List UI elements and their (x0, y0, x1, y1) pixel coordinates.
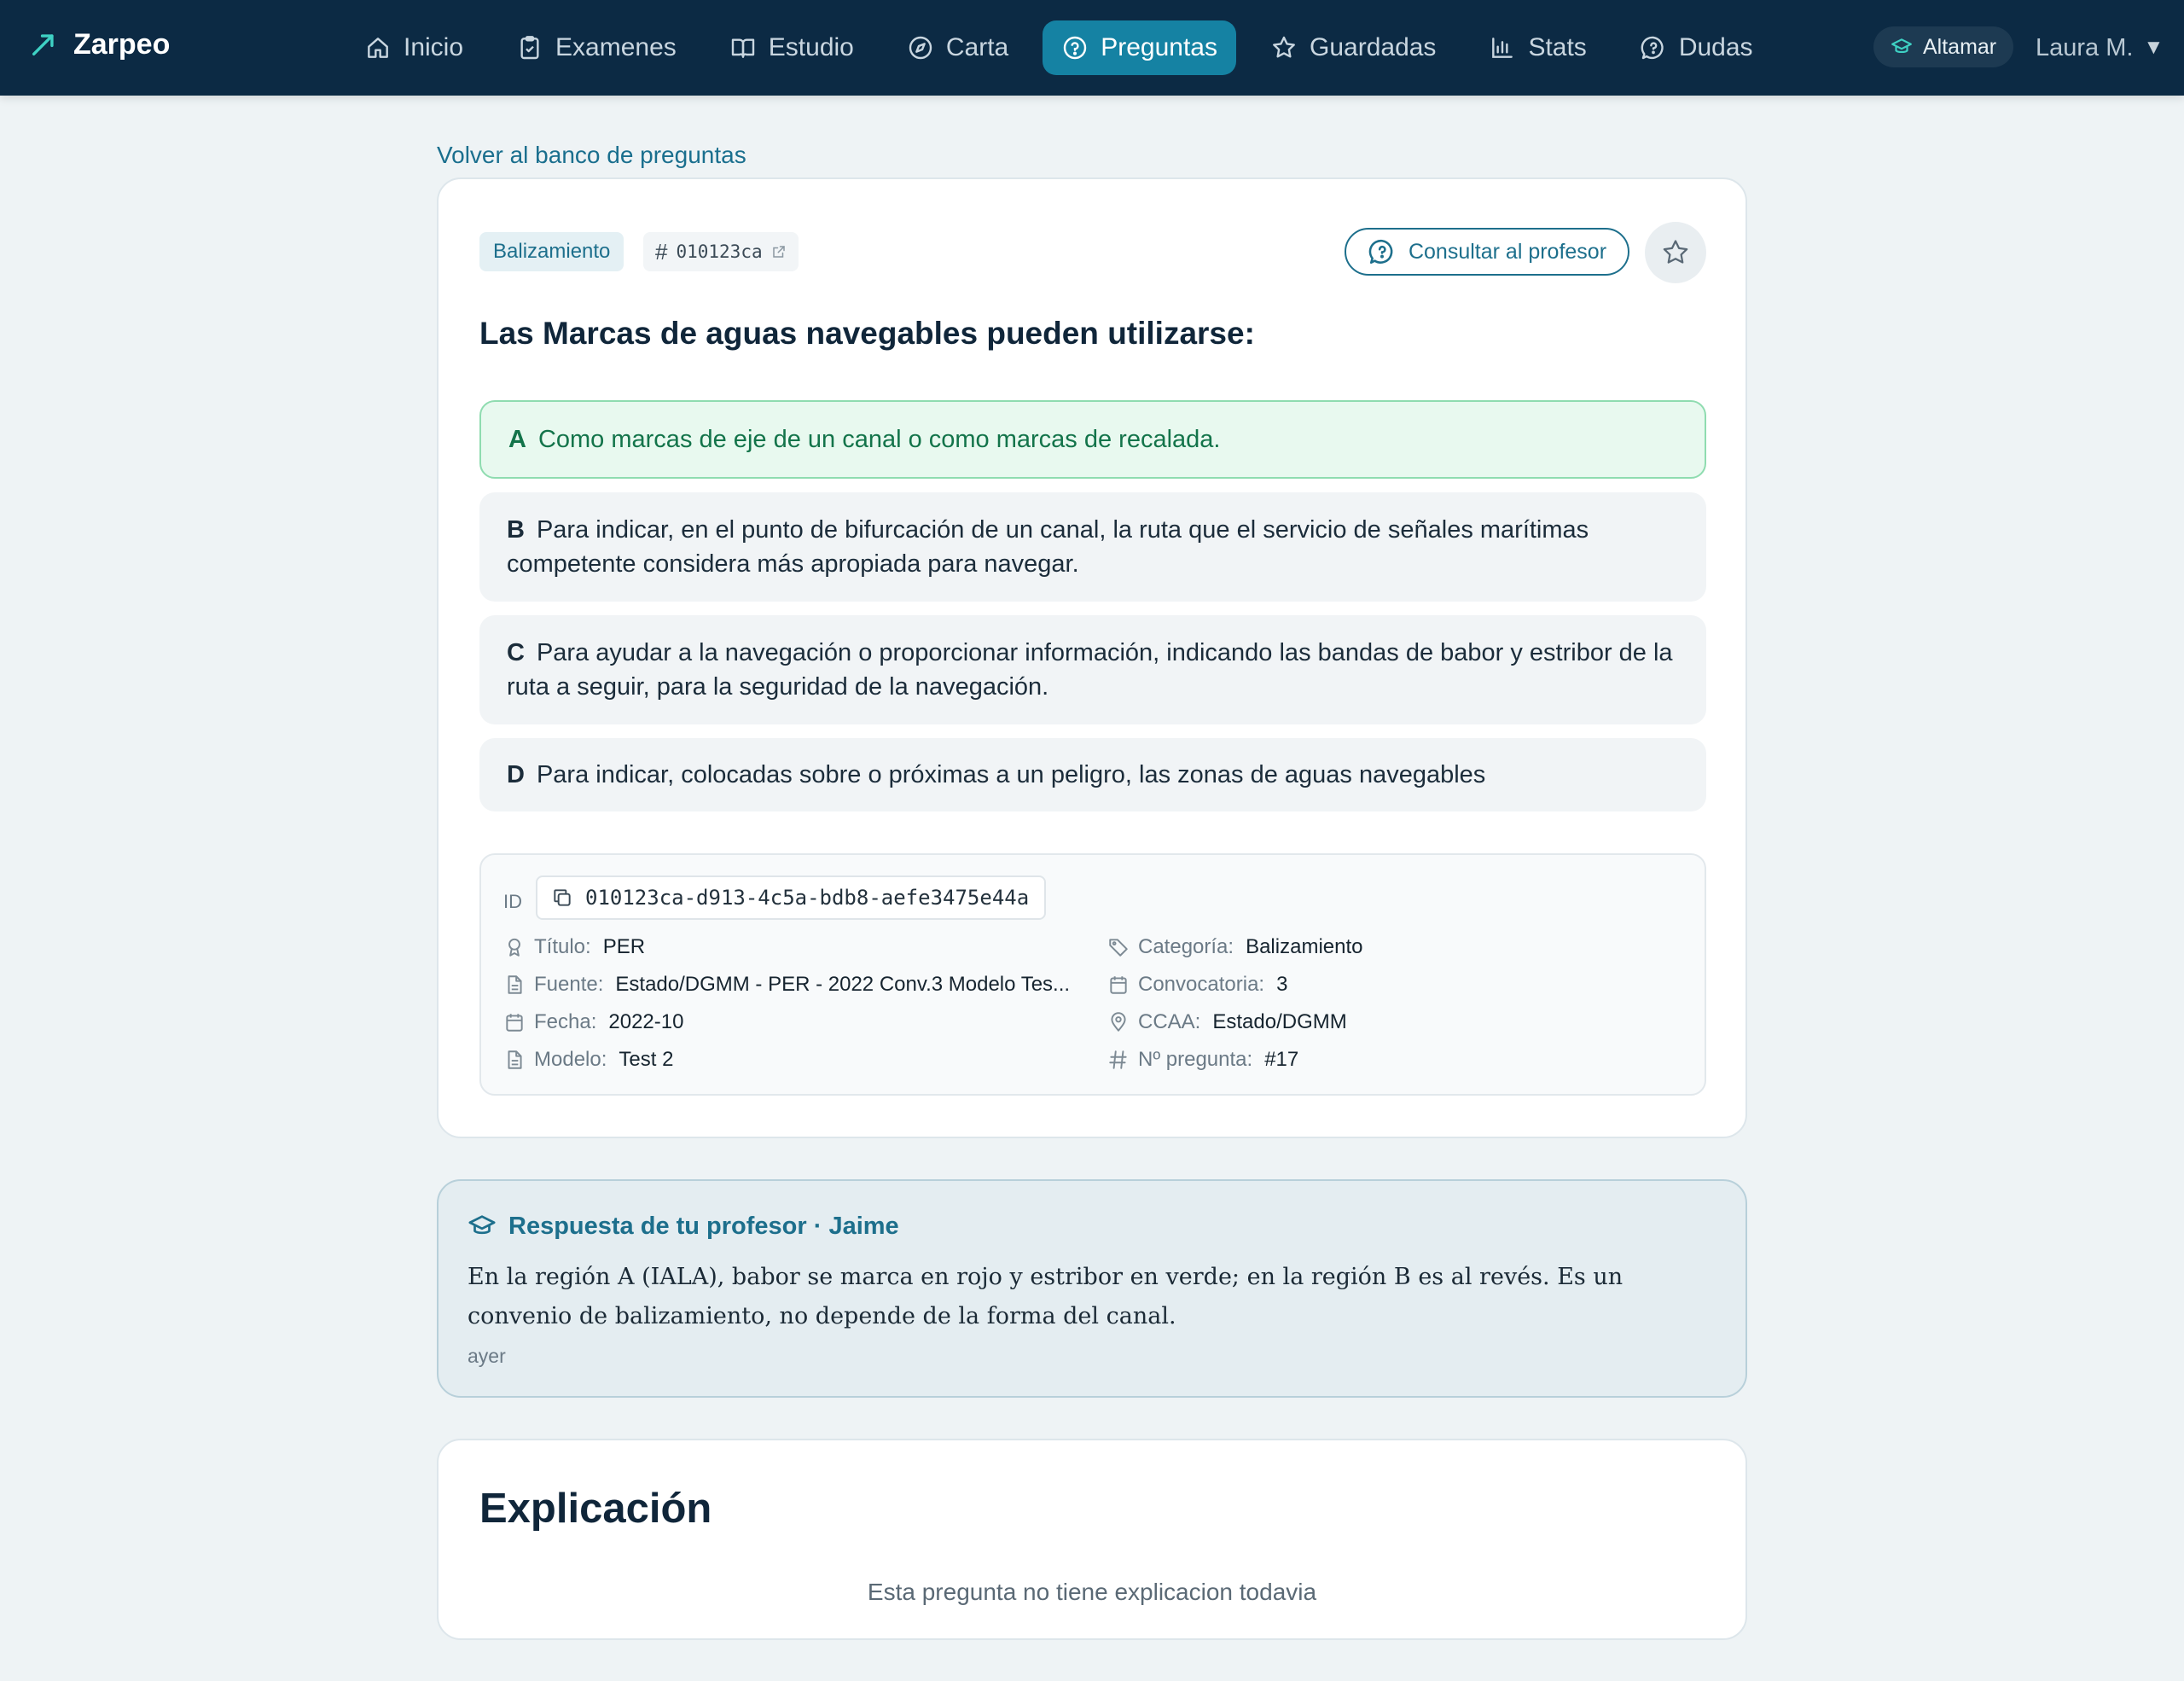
back-to-question-bank-link[interactable]: Volver al banco de preguntas (437, 142, 746, 168)
nav-item-estudio[interactable] (711, 20, 873, 75)
question-circle-icon (1061, 34, 1089, 61)
nav-item-label: Inicio (404, 33, 464, 61)
explanation-title: Explicación (479, 1486, 712, 1532)
caret-down-icon: ▼ (2143, 36, 2164, 59)
meta-value: 2022-10 (608, 1010, 684, 1033)
home-icon (364, 34, 392, 61)
top-navbar (0, 0, 2184, 96)
teacher-answer-text: En la región A (IALA), babor se marca en rojo y estribor en verde; en la región B es al revés. Es un convenio de balizamiento, no depende de la forma del canal. (468, 1264, 1623, 1329)
brand-arrow-icon (29, 30, 58, 59)
meta-key: Categoría: (1138, 935, 1234, 958)
option-content (507, 513, 1679, 581)
answer-option-b[interactable] (479, 492, 1706, 602)
answer-option-d[interactable] (479, 738, 1706, 811)
nav-item-label: Dudas (1678, 33, 1753, 61)
graduation-cap-icon (468, 1212, 497, 1241)
question-id-tag[interactable] (643, 232, 799, 271)
compass-icon (907, 34, 934, 61)
meta-key: Fecha: (534, 1010, 597, 1033)
option-letter: C (507, 639, 525, 666)
question-card (437, 177, 1747, 1138)
document-icon (503, 1049, 526, 1071)
nav-item-label: Estudio (768, 33, 854, 61)
meta-ccaa (1107, 1010, 1347, 1034)
teacher-answer-card (437, 1179, 1747, 1398)
user-menu[interactable] (2036, 20, 2164, 75)
ask-teacher-label: Consultar al profesor (1408, 239, 1607, 264)
bar-chart-icon (1489, 34, 1516, 61)
meta-convocatoria (1107, 973, 1287, 997)
answer-option-a[interactable] (479, 400, 1706, 479)
book-icon (729, 34, 757, 61)
meta-categoria (1107, 935, 1362, 959)
question-metadata (479, 853, 1706, 1096)
meta-key: Fuente: (534, 973, 604, 996)
meta-key: CCAA: (1138, 1010, 1201, 1033)
nav-item-inicio[interactable] (346, 20, 482, 75)
meta-value: #17 (1264, 1048, 1299, 1071)
explanation-empty-text: Esta pregunta no tiene explicacion todavia (867, 1579, 1317, 1605)
meta-numero-pregunta (1107, 1048, 1298, 1072)
meta-fuente (503, 973, 1070, 997)
meta-key: Título: (534, 935, 591, 958)
meta-value: PER (602, 935, 646, 958)
document-icon (503, 974, 526, 996)
option-text: Para indicar, colocadas sobre o próximas a un peligro, las zonas de aguas navegables (536, 761, 1486, 788)
meta-key: Modelo: (534, 1048, 607, 1071)
meta-value: 3 (1276, 973, 1288, 996)
brand-name: Zarpeo (73, 27, 171, 61)
calendar-icon (1107, 974, 1130, 996)
option-letter: A (508, 426, 526, 453)
main-nav (346, 20, 1772, 75)
id-label: ID (503, 891, 522, 912)
explanation-card (437, 1439, 1747, 1640)
meta-value: Estado/DGMM - PER - 2022 Conv.3 Modelo Tes... (615, 973, 1071, 996)
clipboard-icon (516, 34, 543, 61)
chat-question-icon (1368, 237, 1397, 266)
calendar-icon (503, 1011, 526, 1033)
option-text: Para indicar, en el punto de bifurcación de un canal, la ruta que el servicio de señales marítimas competente considera más apropiada para navegar. (507, 516, 1589, 578)
teacher-answer-heading (468, 1212, 899, 1241)
option-letter: B (507, 516, 525, 544)
nav-item-guardadas[interactable] (1252, 20, 1455, 75)
meta-value: Balizamiento (1246, 935, 1363, 958)
meta-titulo (503, 935, 645, 959)
chat-question-icon (1640, 34, 1667, 61)
nav-item-label: Examenes (555, 33, 677, 61)
plan-badge-label: Altamar (1923, 34, 1997, 59)
copy-id-field[interactable] (536, 875, 1046, 920)
nav-item-label: Stats (1528, 33, 1587, 61)
graduation-cap-icon (1891, 36, 1913, 58)
option-content (507, 758, 1485, 792)
teacher-answer-title: Respuesta de tu profesor · Jaime (508, 1212, 899, 1240)
ask-teacher-button[interactable] (1345, 228, 1629, 276)
hash-icon: # (655, 238, 668, 265)
external-link-icon (771, 244, 787, 259)
nav-item-carta[interactable] (888, 20, 1027, 75)
nav-item-stats[interactable] (1470, 20, 1605, 75)
option-text: Como marcas de eje de un canal o como marcas de recalada. (537, 426, 1221, 453)
option-letter: D (507, 761, 525, 788)
topic-tag[interactable]: Balizamiento (479, 232, 624, 271)
nav-item-label: Preguntas (1101, 33, 1217, 61)
full-question-id: 010123ca-d913-4c5a-bdb8-aefe3475e44a (585, 886, 1030, 910)
teacher-answer-time: ayer (468, 1345, 506, 1367)
star-icon (1660, 237, 1691, 268)
hash-icon (1107, 1049, 1130, 1071)
save-question-button[interactable] (1645, 222, 1706, 283)
nav-item-label: Carta (945, 33, 1009, 61)
question-text: Las Marcas de aguas navegables pueden utilizarse: (479, 316, 1255, 351)
meta-value: Test 2 (619, 1048, 674, 1071)
tag-icon (1107, 936, 1130, 958)
plan-badge[interactable] (1873, 26, 2013, 67)
map-pin-icon (1107, 1011, 1130, 1033)
meta-value: Estado/DGMM (1212, 1010, 1347, 1033)
user-name: Laura M. (2036, 33, 2134, 61)
nav-item-label: Guardadas (1310, 33, 1437, 61)
question-short-id: 010123ca (676, 241, 763, 262)
star-icon (1270, 34, 1298, 61)
option-content (508, 422, 1220, 457)
meta-modelo (503, 1048, 673, 1072)
nav-item-dudas[interactable] (1621, 20, 1772, 75)
option-content (507, 636, 1679, 704)
meta-key: Convocatoria: (1138, 973, 1265, 996)
nav-item-preguntas[interactable] (1043, 20, 1236, 75)
answer-option-c[interactable] (479, 615, 1706, 724)
copy-icon (551, 887, 573, 909)
nav-item-examenes[interactable] (497, 20, 695, 75)
award-icon (503, 936, 526, 958)
brand-logo[interactable] (29, 0, 170, 89)
meta-key: Nº pregunta: (1138, 1048, 1253, 1071)
meta-fecha (503, 1010, 683, 1034)
option-text: Para ayudar a la navegación o proporcionar información, indicando las bandas de babor y estribor de la ruta a seguir, para la seguridad de la navegación. (507, 639, 1673, 701)
